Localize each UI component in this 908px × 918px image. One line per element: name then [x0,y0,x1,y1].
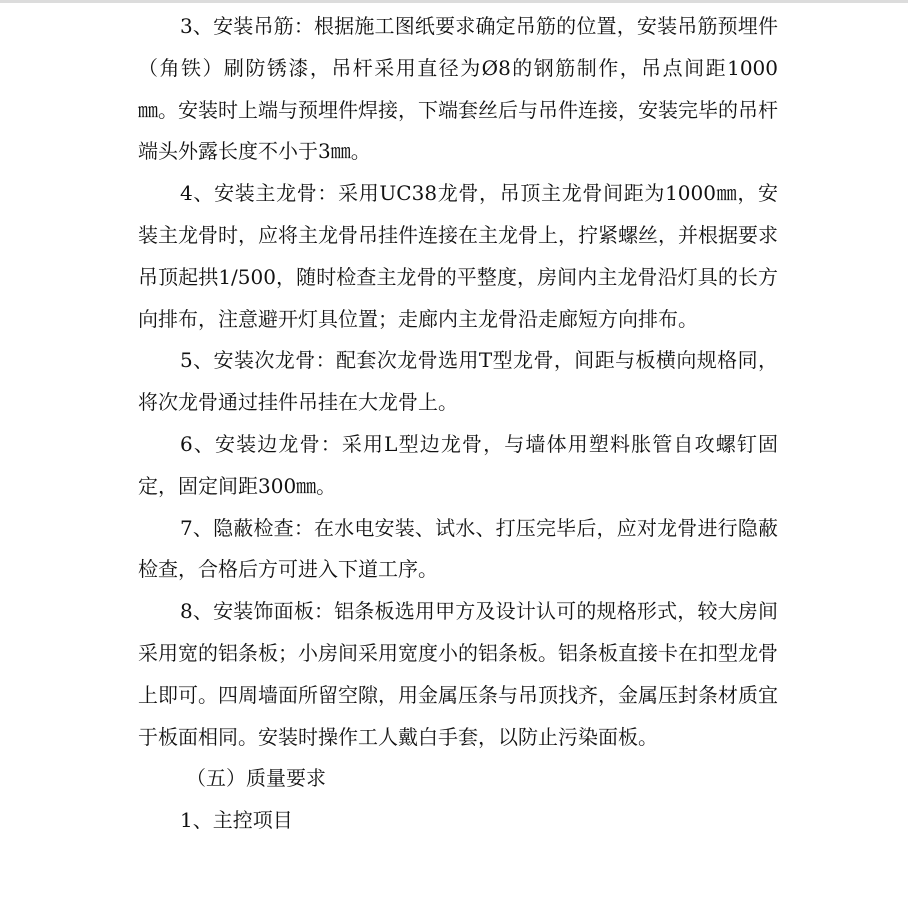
subsection-heading-main-control-items: 1、主控项目 [180,808,293,833]
section-heading-quality-requirements: （五）质量要求 [186,766,326,791]
paragraph-install-facing-panel: 8、安装饰面板：铝条板选用甲方及设计认可的规格形式，较大房间采用宽的铝条板；小房间采用宽度小的铝条板。铝条板直接卡在扣型龙骨上即可。四周墙面所留空隙，用金属压条与吊顶找齐，金属压封条材质宜于板面相同。安装时操作工人戴白手套，以防止污染面板。 [138,599,778,749]
paragraph-install-hangers: 3、安装吊筋：根据施工图纸要求确定吊筋的位置，安装吊筋预埋件（角铁）刷防锈漆，吊杆采用直径为Ø8的钢筋制作，吊点间距1000㎜。安装时上端与预埋件焊接，下端套丝后与吊件连接，安装完毕的吊杆端头外露长度不小于3㎜。 [138,14,778,164]
paragraph-install-main-keel: 4、安装主龙骨：采用UC38龙骨，吊顶主龙骨间距为1000㎜，安装主龙骨时，应将主龙骨吊挂件连接在主龙骨上，拧紧螺丝，并根据要求吊顶起拱1/500，随时检查主龙骨的平整度，房间内主龙骨沿灯具的长方向排布，注意避开灯具位置；走廊内主龙骨沿走廊短方向排布。 [138,181,778,331]
paragraph-concealed-inspection: 7、隐蔽检查：在水电安装、试水、打压完毕后，应对龙骨进行隐蔽检查，合格后方可进入下道工序。 [138,515,778,582]
page-top-border [0,0,908,3]
paragraph-install-secondary-keel: 5、安装次龙骨：配套次龙骨选用T型龙骨，间距与板横向规格同，将次龙骨通过挂件吊挂在大龙骨上。 [138,348,778,415]
document-page [138,6,778,842]
paragraph-install-edge-keel: 6、安装边龙骨：采用L型边龙骨，与墙体用塑料胀管自攻螺钉固定，固定间距300㎜。 [138,431,778,498]
